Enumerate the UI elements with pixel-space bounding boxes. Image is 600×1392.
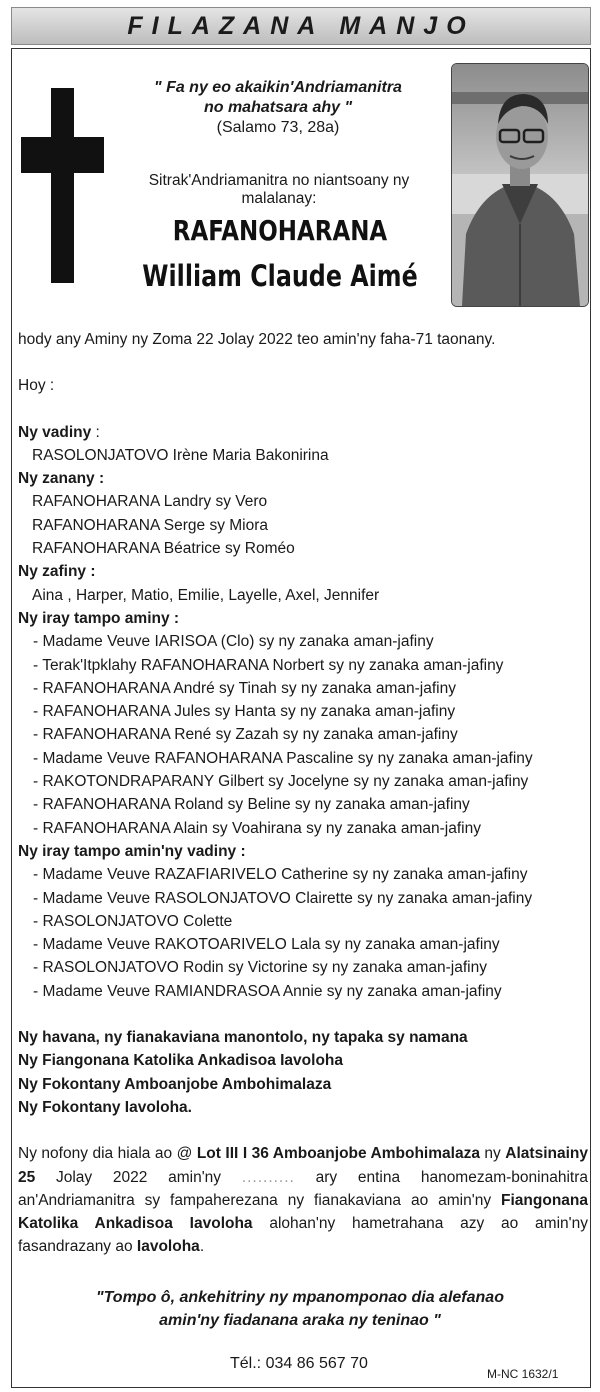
vady-section [18,421,588,468]
zafy-label: Ny zafiny : [18,563,96,581]
funeral-address: Lot III I 36 Amboanjobe Ambohimalaza [196,1145,480,1163]
closing-quote [40,1286,560,1332]
funeral-text: ny [479,1145,506,1163]
list-item: - Madame Veuve RAMIANDRASOA Annie sy ny zanaka aman-jafiny [33,982,502,1000]
zafy-section [18,560,588,607]
list-item: Aina , Harper, Matio, Emilie, Layelle, Axel, Jennifer [32,586,380,604]
vady-sep: : [91,423,100,441]
others-line: Ny Fokontany Amboanjobe Ambohimalaza [18,1075,332,1093]
notice-body [18,328,588,1259]
funeral-text: . [199,1238,205,1256]
funeral-time-blank: .......... [241,1168,295,1186]
list-item: - Madame Veuve RASOLONJATOVO Clairette sy ny zanaka aman-jafiny [33,889,533,907]
list-item: - RASOLONJATOVO Rodin sy Victorine sy ny zanaka aman-jafiny [33,959,487,977]
tampo-aminy-label: Ny iray tampo aminy : [18,609,180,627]
closing-quote-line-1: "Tompo ô, ankehitriny ny mpanomponao dia alefanao [96,1289,504,1306]
hoy-label: Hoy : [18,377,55,395]
page-title: FILAZANA MANJO [127,11,475,40]
funeral-text: Jolay 2022 amin'ny [35,1168,242,1186]
funeral-place: Iavoloha [136,1238,200,1256]
cross-icon-bar [21,137,104,173]
list-item: RAFANOHARANA Landry sy Vero [32,493,268,511]
bible-quote [118,78,438,138]
list-item: - Madame Veuve RAKOTOARIVELO Lala sy ny zanaka aman-jafiny [33,936,500,954]
quote-line-1: " Fa ny eo akaikin'Andriamanitra [154,79,402,96]
list-item: - RAFANOHARANA Alain sy Voahirana sy ny zanaka aman-jafiny [33,819,481,837]
quote-reference: (Salamo 73, 28a) [216,119,340,136]
cross-icon [51,88,74,283]
tampo-vadiny-section [18,840,588,1003]
list-item: - Madame Veuve RAZAFIARIVELO Catherine sy ny zanaka aman-jafiny [33,866,528,884]
vady-label: Ny vadiny [18,423,92,441]
reference-code: M-NC 1632/1 [487,1367,559,1381]
tampo-aminy-section [18,607,588,840]
list-item: RASOLONJATOVO Irène Maria Bakonirina [32,446,329,464]
portrait-image [452,64,588,306]
closing-quote-line-2: amin'ny fiadanana araka ny teninao " [159,1312,441,1329]
list-item: - RAKOTONDRAPARANY Gilbert sy Jocelyne sy ny zanaka aman-jafiny [33,773,529,791]
list-item: RAFANOHARANA Serge sy Miora [32,516,269,534]
list-item: - RAFANOHARANA Roland sy Beline sy ny zanaka aman-jafiny [33,796,470,814]
others-line: Ny havana, ny fianakaviana manontolo, ny tapaka sy namana [18,1029,468,1047]
list-item: - Madame Veuve IARISOA (Clo) sy ny zanaka aman-jafiny [33,633,434,651]
deceased-given-names: William Claude Aimé [142,259,418,293]
list-item: - RAFANOHARANA René sy Zazah sy ny zanaka aman-jafiny [33,726,458,744]
list-item: - Terak'Itpklahy RAFANOHARANA Norbert sy ny zanaka aman-jafiny [33,656,504,674]
funeral-text: alohan'ny hametrahana azy ao amin'ny fasandrazany ao [18,1215,588,1256]
death-line: hody any Aminy ny Zoma 22 Jolay 2022 teo amin'ny faha-71 taonany. [18,331,496,348]
deceased-surname: RAFANOHARANA [172,214,388,247]
others-line: Ny Fiangonana Katolika Ankadisoa Iavoloha [18,1052,344,1070]
funeral-paragraph [18,1142,588,1258]
list-item: - RAFANOHARANA Jules sy Hanta sy ny zanaka aman-jafiny [33,703,456,721]
zanaka-section [18,467,588,560]
contact-phone: Tél.: 034 86 567 70 [230,1355,368,1372]
list-item: - RAFANOHARANA André sy Tinah sy ny zanaka aman-jafiny [33,679,456,697]
quote-line-2: no mahatsara ahy " [203,99,353,116]
funeral-text: ary entina hanomezam-boninahitra an'Andriamanitra sy fampaherezana ny fianakaviana ao amin'ny [18,1168,588,1209]
tampo-vadiny-label: Ny iray tampo amin'ny vadiny : [18,842,246,860]
others-line: Ny Fokontany Iavoloha. [18,1098,192,1116]
funeral-date: Alatsinainy 25 [18,1145,588,1186]
funeral-church: Fiangonana Katolika Ankadisoa Iavoloha [18,1191,588,1233]
zanaka-label: Ny zanany : [18,470,105,488]
intro-text: Sitrak'Andriamanitra no niantsoany ny malalanay: [148,172,410,207]
portrait-photo [451,63,589,307]
header-banner [11,7,591,45]
list-item: RAFANOHARANA Béatrice sy Roméo [32,540,295,558]
list-item: - RASOLONJATOVO Colette [33,912,233,930]
list-item: - Madame Veuve RAFANOHARANA Pascaline sy ny zanaka aman-jafiny [33,749,533,767]
funeral-text: Ny nofony dia hiala ao @ [18,1145,197,1163]
